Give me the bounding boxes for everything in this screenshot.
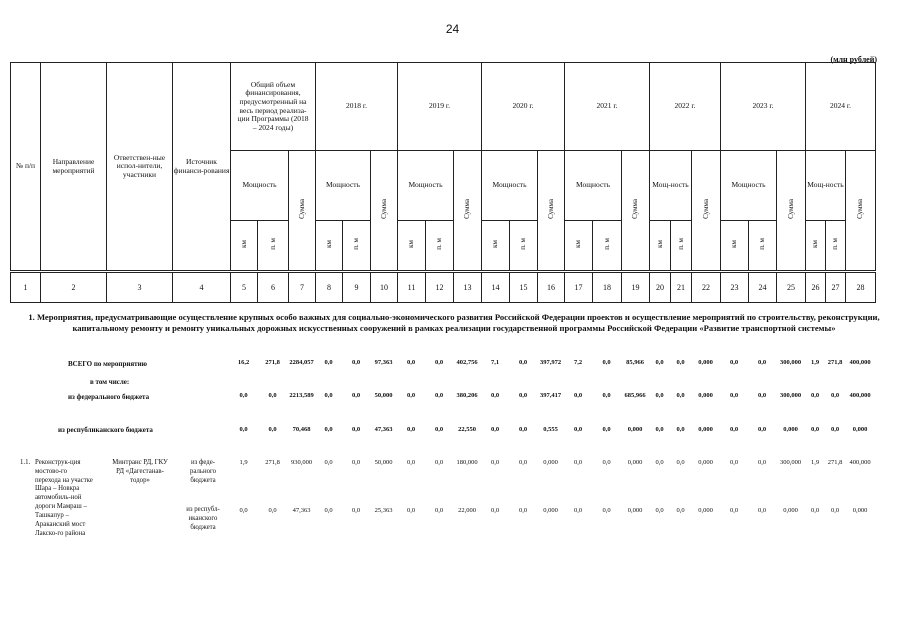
federal-label: из федерального бюджета xyxy=(68,393,150,401)
value-cell: 50,000 xyxy=(374,392,393,399)
value-cell: 300,000 xyxy=(779,459,802,466)
year-header: 2019 г. xyxy=(398,63,482,151)
value-cell: 0,0 xyxy=(602,392,611,399)
year-header: 2018 г. xyxy=(316,63,398,151)
value-cell: 0,0 xyxy=(729,459,739,466)
value-cell: 0,0 xyxy=(655,459,664,466)
km-header xyxy=(565,221,593,271)
value-cell: 0,0 xyxy=(518,392,528,399)
item-responsible: Минтранс РД, ГКУ РД «Дагестанав-тодор» xyxy=(112,459,168,484)
pm-header xyxy=(510,221,538,271)
column-number-cell: 23 xyxy=(721,273,749,303)
column-number-cell: 3 xyxy=(107,273,173,303)
col-total-header: Общий объем финансирования, предусмотренный на весь период реализа-ции Программы (2018 – 2024 годы) xyxy=(231,63,316,151)
value-cell: 300,000 xyxy=(779,359,802,366)
column-number-cell: 24 xyxy=(749,273,777,303)
km-label: км xyxy=(239,240,248,249)
capacity-header: Мощность xyxy=(565,151,622,221)
value-cell: 0,0 xyxy=(830,392,840,399)
value-cell: 400,000 xyxy=(849,459,871,466)
value-cell: 0,0 xyxy=(406,507,416,514)
value-cell: 0,000 xyxy=(698,359,713,366)
sum-header xyxy=(622,151,650,271)
sum-label: Сумма xyxy=(379,199,388,220)
year-header: 2021 г. xyxy=(565,63,650,151)
value-cell: 0,000 xyxy=(698,507,713,514)
value-cell: 0,0 xyxy=(729,426,739,433)
value-cell: 0,000 xyxy=(627,507,643,514)
value-cell: 0,000 xyxy=(627,459,643,466)
pm-header xyxy=(671,221,692,271)
column-number-cell: 18 xyxy=(593,273,622,303)
value-cell: 0,0 xyxy=(676,392,685,399)
value-cell: 0,555 xyxy=(543,426,558,433)
value-cell: 0,0 xyxy=(602,459,611,466)
capacity-header: Мощ-ность xyxy=(806,151,846,221)
column-number-cell: 2 xyxy=(41,273,107,303)
km-header xyxy=(721,221,749,271)
pm-label: п. м xyxy=(435,238,444,251)
column-numbers-table xyxy=(10,272,876,303)
sum-label: Сумма xyxy=(546,199,555,220)
total-label: ВСЕГО по мероприятию xyxy=(68,360,147,368)
column-number-cell: 21 xyxy=(671,273,692,303)
column-number-cell: 26 xyxy=(806,273,826,303)
km-label: км xyxy=(811,240,820,249)
unit-label: (млн рублей) xyxy=(830,55,877,64)
pm-header xyxy=(826,221,846,271)
pm-label: п. м xyxy=(519,238,528,251)
km-header xyxy=(398,221,426,271)
sum-header xyxy=(777,151,806,271)
pm-header xyxy=(426,221,454,271)
value-cell: 0,0 xyxy=(573,459,583,466)
value-cell: 0,0 xyxy=(655,426,664,433)
value-cell: 0,0 xyxy=(810,392,820,399)
km-label: км xyxy=(574,240,583,249)
column-number-cell: 16 xyxy=(538,273,565,303)
value-cell: 0,0 xyxy=(268,507,277,514)
value-cell: 0,0 xyxy=(239,426,248,433)
year-header: 2022 г. xyxy=(650,63,721,151)
column-number-cell: 5 xyxy=(231,273,258,303)
value-cell: 380,206 xyxy=(456,392,478,399)
value-cell: 400,000 xyxy=(849,392,871,399)
capacity-header: Мощность xyxy=(721,151,777,221)
value-cell: 7,2 xyxy=(573,359,583,366)
item-direction: Реконструк-ция мостово-го перехода на участке Шара – Новкра автомобиль-ной дороги Мамраш – Ташкапур – Араканский мост Лакско-го района xyxy=(35,459,93,537)
value-cell: 0,000 xyxy=(543,459,558,466)
value-cell: 0,0 xyxy=(518,459,528,466)
value-cell: 0,0 xyxy=(729,392,739,399)
value-cell: 0,0 xyxy=(268,392,277,399)
km-label: км xyxy=(730,240,739,249)
col-direction-header: Направление мероприятий xyxy=(41,63,107,271)
value-cell: 0,0 xyxy=(655,359,664,366)
value-cell: 0,0 xyxy=(324,459,333,466)
value-cell: 0,0 xyxy=(406,392,416,399)
value-cell: 0,0 xyxy=(434,426,444,433)
km-header xyxy=(482,221,510,271)
column-number-cell: 13 xyxy=(454,273,482,303)
value-cell: 271,8 xyxy=(265,459,280,466)
value-cell: 25,363 xyxy=(374,507,393,514)
value-cell: 0,0 xyxy=(239,392,248,399)
value-cell: 22,000 xyxy=(458,507,476,514)
sum-label: Сумма xyxy=(856,199,865,220)
value-cell: 47,363 xyxy=(374,426,393,433)
value-cell: 70,468 xyxy=(292,426,311,433)
value-cell: 0,0 xyxy=(602,426,611,433)
value-cell: 0,000 xyxy=(627,426,643,433)
column-number-cell: 14 xyxy=(482,273,510,303)
value-cell: 0,0 xyxy=(406,426,416,433)
column-number-cell: 15 xyxy=(510,273,538,303)
column-number-cell: 9 xyxy=(343,273,371,303)
value-cell: 0,0 xyxy=(757,392,767,399)
sum-header xyxy=(371,151,398,271)
item-number: 1.1. xyxy=(20,459,31,466)
value-cell: 0,0 xyxy=(518,507,528,514)
pm-label: п. м xyxy=(758,238,767,251)
republic-label: из республиканского бюджета xyxy=(58,426,153,434)
sum-header xyxy=(692,151,721,271)
value-cell: 0,0 xyxy=(490,459,500,466)
km-header xyxy=(316,221,343,271)
value-cell: 0,0 xyxy=(676,359,685,366)
sum-label: Сумма xyxy=(463,199,472,220)
column-number-cell: 22 xyxy=(692,273,721,303)
value-cell: 300,000 xyxy=(779,392,802,399)
value-cell: 1,9 xyxy=(810,359,820,366)
value-cell: 47,363 xyxy=(292,507,311,514)
year-header: 2020 г. xyxy=(482,63,565,151)
value-cell: 0,0 xyxy=(434,359,444,366)
value-cell: 2213,589 xyxy=(289,392,314,399)
value-cell: 0,0 xyxy=(602,359,611,366)
value-cell: 0,0 xyxy=(810,426,820,433)
value-cell: 0,0 xyxy=(830,507,840,514)
value-cell: 0,0 xyxy=(434,392,444,399)
value-cell: 0,0 xyxy=(490,507,500,514)
column-number-cell: 4 xyxy=(173,273,231,303)
value-cell: 0,000 xyxy=(852,426,868,433)
value-cell: 0,0 xyxy=(676,426,685,433)
page-number: 24 xyxy=(445,22,460,36)
value-cell: 0,0 xyxy=(655,507,664,514)
value-cell: 0,0 xyxy=(351,507,361,514)
value-cell: 0,0 xyxy=(573,426,583,433)
value-cell: 271,8 xyxy=(827,459,843,466)
value-cell: 685,966 xyxy=(624,392,646,399)
column-number-cell: 10 xyxy=(371,273,398,303)
pm-header xyxy=(258,221,289,271)
column-number-cell: 1 xyxy=(11,273,41,303)
value-cell: 0,000 xyxy=(783,507,798,514)
value-cell: 0,0 xyxy=(351,359,361,366)
value-cell: 0,0 xyxy=(518,426,528,433)
sum-label: Сумма xyxy=(786,199,795,220)
value-cell: 402,756 xyxy=(456,359,478,366)
value-cell: 1,9 xyxy=(810,459,820,466)
value-cell: 0,0 xyxy=(434,459,444,466)
value-cell: 0,0 xyxy=(406,359,416,366)
value-cell: 0,000 xyxy=(783,426,798,433)
value-cell: 0,0 xyxy=(490,426,500,433)
value-cell: 0,0 xyxy=(324,507,333,514)
sum-label: Сумма xyxy=(701,199,710,220)
value-cell: 0,0 xyxy=(573,392,583,399)
capacity-header: Мощность xyxy=(231,151,289,221)
column-number-cell: 12 xyxy=(426,273,454,303)
column-number-cell: 19 xyxy=(622,273,650,303)
value-cell: 0,0 xyxy=(490,392,500,399)
value-cell: 397,972 xyxy=(539,359,562,366)
value-cell: 0,000 xyxy=(698,459,713,466)
pm-header xyxy=(749,221,777,271)
column-number-cell: 27 xyxy=(826,273,846,303)
value-cell: 0,0 xyxy=(676,507,685,514)
column-number-cell: 8 xyxy=(316,273,343,303)
value-cell: 930,000 xyxy=(290,459,313,466)
capacity-header: Мощность xyxy=(398,151,454,221)
pm-label: п. м xyxy=(602,238,611,251)
column-number-cell: 17 xyxy=(565,273,593,303)
value-cell: 0,0 xyxy=(655,392,664,399)
col-source-header: Источник финанси-рования xyxy=(173,63,231,271)
km-header xyxy=(806,221,826,271)
sum-header xyxy=(289,151,316,271)
value-cell: 0,000 xyxy=(698,392,713,399)
km-header xyxy=(650,221,671,271)
value-cell: 0,0 xyxy=(406,459,416,466)
value-cell: 0,0 xyxy=(434,507,444,514)
value-cell: 0,0 xyxy=(810,507,820,514)
pm-label: п. м xyxy=(831,238,840,251)
km-label: км xyxy=(491,240,500,249)
value-cell: 0,0 xyxy=(324,359,333,366)
column-number-cell: 25 xyxy=(777,273,806,303)
value-cell: 0,0 xyxy=(602,507,611,514)
capacity-header: Мощность xyxy=(482,151,538,221)
capacity-header: Мощ-ность xyxy=(650,151,692,221)
value-cell: 0,000 xyxy=(698,426,713,433)
km-label: км xyxy=(324,240,333,249)
item-source-republic: из республ-иканского бюджета xyxy=(186,506,220,531)
value-cell: 271,8 xyxy=(827,359,843,366)
value-cell: 400,000 xyxy=(849,359,871,366)
value-cell: 0,0 xyxy=(757,459,767,466)
value-cell: 0,0 xyxy=(757,426,767,433)
value-cell: 0,0 xyxy=(757,507,767,514)
km-label: км xyxy=(655,240,664,249)
km-label: км xyxy=(407,240,416,249)
section-title: 1. Мероприятия, предусматривающие осуществление крупных особо важных для социально-экономического развития Российской Федерации проектов и осуществление мероприятий по строительству, реконструкции, капитальному ремонту и ремонту уникальных дорожных искусственных сооружений в рамках реализации государственной программы Российской Федерации «Развитие транспортной системы» xyxy=(28,312,880,334)
column-number-cell: 11 xyxy=(398,273,426,303)
including-label: в том числе: xyxy=(90,378,130,386)
pm-label: п. м xyxy=(352,238,361,251)
sum-header xyxy=(846,151,876,271)
value-cell: 97,363 xyxy=(374,359,393,366)
header-table xyxy=(10,62,876,271)
value-cell: 0,0 xyxy=(729,507,739,514)
col-responsible-header: Ответствен-ные испол-нители, участники xyxy=(107,63,173,271)
value-cell: 0,0 xyxy=(757,359,767,366)
value-cell: 397,417 xyxy=(539,392,562,399)
value-cell: 0,0 xyxy=(324,392,333,399)
value-cell: 0,0 xyxy=(573,507,583,514)
sum-header xyxy=(454,151,482,271)
year-header: 2023 г. xyxy=(721,63,806,151)
value-cell: 0,0 xyxy=(351,392,361,399)
pm-label: п. м xyxy=(268,238,277,251)
year-header: 2024 г. xyxy=(806,63,876,151)
value-cell: 180,000 xyxy=(456,459,478,466)
value-cell: 0,0 xyxy=(729,359,739,366)
capacity-header: Мощность xyxy=(316,151,371,221)
column-number-cell: 28 xyxy=(846,273,876,303)
value-cell: 16,2 xyxy=(237,359,250,366)
value-cell: 0,0 xyxy=(268,426,277,433)
sum-label: Сумма xyxy=(297,199,306,220)
pm-header xyxy=(593,221,622,271)
sum-label: Сумма xyxy=(631,199,640,220)
value-cell: 0,0 xyxy=(239,507,248,514)
col-num-header: № п/п xyxy=(11,63,41,271)
value-cell: 50,000 xyxy=(374,459,393,466)
value-cell: 271,8 xyxy=(265,359,280,366)
value-cell: 0,0 xyxy=(518,359,528,366)
value-cell: 2284,057 xyxy=(289,359,314,366)
value-cell: 7,1 xyxy=(490,359,500,366)
pm-header xyxy=(343,221,371,271)
value-cell: 1,9 xyxy=(239,459,248,466)
item-source-federal: из феде-рального бюджета xyxy=(189,459,217,484)
value-cell: 0,0 xyxy=(351,459,361,466)
value-cell: 0,0 xyxy=(351,426,361,433)
km-header xyxy=(231,221,258,271)
column-number-cell: 7 xyxy=(289,273,316,303)
value-cell: 0,0 xyxy=(324,426,333,433)
value-cell: 0,000 xyxy=(852,507,868,514)
value-cell: 22,550 xyxy=(458,426,476,433)
column-number-cell: 20 xyxy=(650,273,671,303)
value-cell: 0,000 xyxy=(543,507,558,514)
value-cell: 0,0 xyxy=(676,459,685,466)
pm-label: п. м xyxy=(676,238,685,251)
value-cell: 85,966 xyxy=(626,359,644,366)
value-cell: 0,0 xyxy=(830,426,840,433)
column-number-cell: 6 xyxy=(258,273,289,303)
sum-header xyxy=(538,151,565,271)
